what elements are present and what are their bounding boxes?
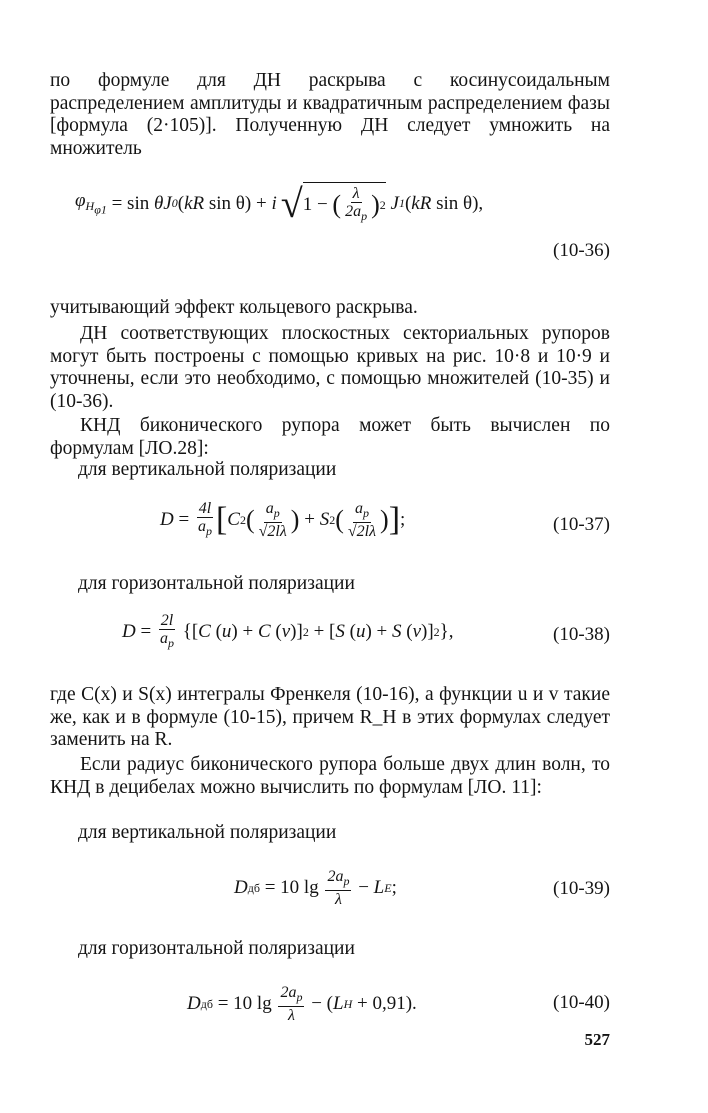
formula-10-36: $\varphi_{H\varphi 1}$ = sin θJ 0 ( kR sin θ) + i √ 1 − ( $\frac{\lambda}{2a_p}$ ) 2 J 1 ( kR sin θ), bbox=[75, 180, 484, 226]
paragraph-knd: КНД биконического рупора может быть вычислен по формулам [ЛО.28]: bbox=[50, 415, 610, 459]
equation-number-10-38: (10-38) bbox=[553, 624, 610, 645]
page-number: 527 bbox=[584, 1030, 610, 1049]
paragraph-ring-effect: учитывающий эффект кольцевого раскрыва. bbox=[50, 297, 418, 318]
paragraph-sector-horns: ДН соответствующих плоскостных секториальных рупоров могут быть построены с помощью кривых на рис. 10·8 и 10·9 и уточнены, если это необходимо, с помощью множителей (10-35) и (10-36). bbox=[50, 323, 610, 412]
paragraph-decibels: Если радиус биконического рупора больше двух длин волн, то КНД в децибелах можно вычислить по формулам [ЛО. 11]: bbox=[50, 754, 610, 798]
paragraph-intro: по формуле для ДН раскрыва с косинусоидальным распределением амплитуды и квадратичным распределением фазы [формула (2·105)]. Полученную ДН следует умножить на множитель bbox=[50, 70, 610, 159]
formula-10-40: D дб = 10 lg $\frac{2a_p}{\lambda}$ − ( L H + 0,91). bbox=[187, 984, 417, 1025]
heading-vertical-polarization-1: для вертикальной поляризации bbox=[78, 459, 337, 480]
paragraph-fresnel: где C(x) и S(x) интегралы Френкеля (10-16), а функции u и v такие же, как и в формуле (10-15), причем R_H в этих формулах следует заменить на R. bbox=[50, 684, 610, 751]
heading-horizontal-polarization-2: для горизонтальной поляризации bbox=[78, 938, 355, 959]
equation-number-10-39: (10-39) bbox=[553, 878, 610, 899]
formula-10-38: D = $\frac{2l}{a_p}$ {[ C ( u ) + C ( v )] 2 + [ S ( u ) + S ( v )] 2 }, bbox=[122, 612, 454, 651]
formula-10-39: D дб = 10 lg $\frac{2a_p}{\lambda}$ − L E ; bbox=[234, 868, 397, 909]
equation-number-10-37: (10-37) bbox=[553, 514, 610, 535]
equation-number-10-40: (10-40) bbox=[553, 992, 610, 1013]
heading-vertical-polarization-2: для вертикальной поляризации bbox=[78, 822, 337, 843]
equation-number-10-36: (10-36) bbox=[553, 240, 610, 261]
heading-horizontal-polarization-1: для горизонтальной поляризации bbox=[78, 573, 355, 594]
formula-10-37: D = $\frac{4l}{a_p}$ [ C 2 ( $\frac{a_p}{√2l\lambda}$ ) + S 2 ( $\frac{a_p}{√2l\lambda}$ ) ] ; bbox=[160, 500, 406, 541]
